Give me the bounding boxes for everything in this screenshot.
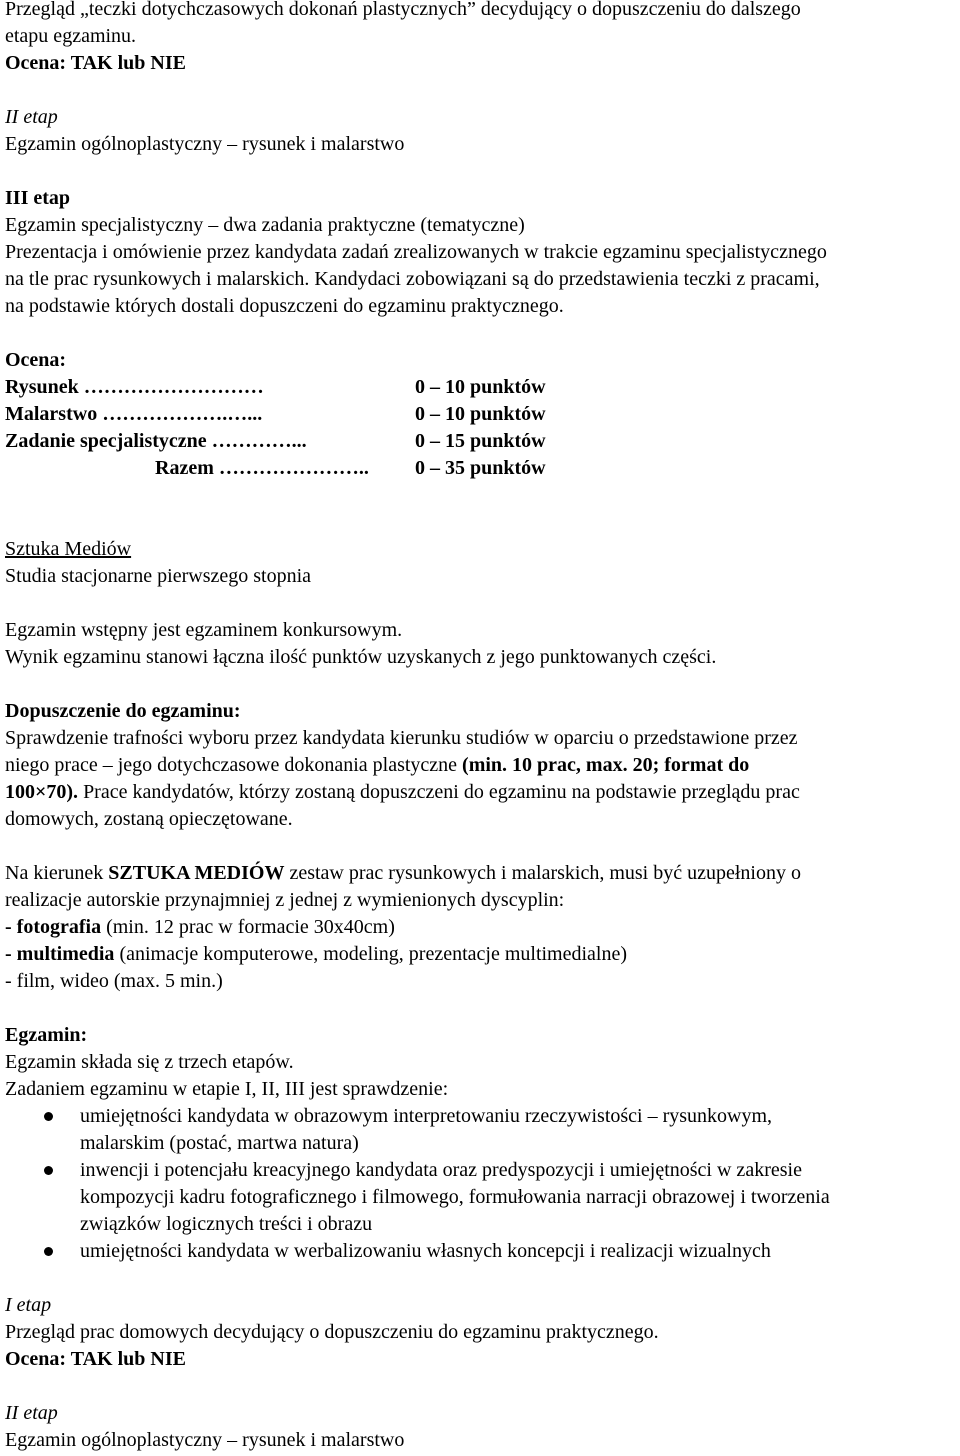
discipline-item: - film, wideo (max. 5 min.) (5, 970, 223, 992)
section-subheading: Studia stacjonarne pierwszego stopnia (5, 565, 312, 587)
text-span: Na kierunek (5, 862, 109, 884)
bullet-icon (44, 1166, 53, 1175)
text-line: domowych, zostaną opieczętowane. (5, 808, 293, 830)
text-span: niego prace – jego dotychczasowe dokonania plastyczne (5, 754, 463, 776)
grading-value: 0 – 10 punktów (415, 403, 546, 425)
bullet-list (5, 1103, 957, 1265)
text-line: realizacje autorskie przynajmniej z jednej z wymienionych dyscyplin: (5, 889, 565, 911)
list-item-line: inwencji i potencjału kreacyjnego kandydata oraz predyspozycji i umiejętności w zakresie (80, 1159, 802, 1181)
discipline-name: - multimedia (5, 943, 115, 965)
text-line: Wynik egzaminu stanowi łączna ilość punktów uzyskanych z jego punktowanych części. (5, 646, 717, 668)
document-page (5, 0, 957, 1454)
text-line: Przegląd „teczki dotychczasowych dokonań plastycznych” decydujący o dopuszczeniu do dalszego (5, 0, 801, 20)
exam-title: Egzamin: (5, 1024, 88, 1046)
grading-row (5, 428, 957, 455)
admission-title: Dopuszczenie do egzaminu: (5, 700, 241, 722)
discipline-detail: (animacje komputerowe, modeling, prezentacje multimedialne) (114, 943, 628, 965)
text-span: zestaw prac rysunkowych i malarskich, musi być uzupełniony o (284, 862, 801, 884)
list-item-line: związków logicznych treści i obrazu (80, 1213, 373, 1235)
grading-label: Razem ………………….. (155, 457, 369, 479)
section-heading: Sztuka Mediów (5, 538, 132, 560)
grading-title: Ocena: (5, 349, 67, 371)
discipline-name: - fotografia (5, 916, 102, 938)
text-line: Prezentacja i omówienie przez kandydata zadań zrealizowanych w trakcie egzaminu specjalistycznego (5, 241, 827, 263)
grading-value: 0 – 15 punktów (415, 430, 546, 452)
list-item-line: umiejętności kandydata w obrazowym interpretowaniu rzeczywistości – rysunkowym, (80, 1105, 773, 1127)
list-item-line: malarskim (postać, martwa natura) (80, 1132, 359, 1154)
text-line: etapu egzaminu. (5, 25, 137, 47)
text-line: Zadaniem egzaminu w etapie I, II, III jest sprawdzenie: (5, 1078, 449, 1100)
list-item (5, 1103, 957, 1157)
discipline-item (5, 941, 957, 968)
text-line (5, 779, 957, 806)
assessment-line: Ocena: TAK lub NIE (5, 52, 186, 74)
text-span: Prace kandydatów, którzy zostaną dopuszczeni do egzaminu na podstawie przeglądu prac (78, 781, 800, 803)
grading-label: Zadanie specjalistyczne …………... (5, 430, 307, 452)
grading-row (5, 401, 957, 428)
text-line: Egzamin specjalistyczny – dwa zadania praktyczne (tematyczne) (5, 214, 525, 236)
stage-heading: I etap (5, 1294, 52, 1316)
text-line: Egzamin ogólnoplastyczny – rysunek i malarstwo (5, 133, 405, 155)
assessment-line: Ocena: TAK lub NIE (5, 1348, 186, 1370)
text-line: Sprawdzenie trafności wyboru przez kandydata kierunku studiów w oparciu o przedstawione przez (5, 727, 798, 749)
list-item (5, 1238, 957, 1265)
bullet-icon (44, 1247, 53, 1256)
bullet-icon (44, 1112, 53, 1121)
format-requirement: (min. 10 prac, max. 20; format do (462, 754, 750, 776)
stage-heading: II etap (5, 1402, 58, 1424)
stage-heading: II etap (5, 106, 58, 128)
text-line: Egzamin ogólnoplastyczny – rysunek i malarstwo (5, 1429, 405, 1451)
list-item-line: kompozycji kadru fotograficznego i filmowego, formułowania narracji obrazowej i tworzenia (80, 1186, 830, 1208)
discipline-item (5, 914, 957, 941)
text-line: na tle prac rysunkowych i malarskich. Kandydaci zobowiązani są do przedstawienia teczki z pracami, (5, 268, 820, 290)
text-line: Egzamin wstępny jest egzaminem konkursowym. (5, 619, 403, 641)
text-line (5, 752, 957, 779)
text-line: na podstawie których dostali dopuszczeni do egzaminu praktycznego. (5, 295, 564, 317)
grading-row (5, 374, 957, 401)
grading-value: 0 – 10 punktów (415, 376, 546, 398)
text-line (5, 860, 957, 887)
format-requirement: 100×70). (5, 781, 79, 803)
grading-value: 0 – 35 punktów (415, 457, 546, 479)
text-line: Przegląd prac domowych decydujący o dopuszczeniu do egzaminu praktycznego. (5, 1321, 659, 1343)
list-item (5, 1157, 957, 1238)
list-item-line: umiejętności kandydata w werbalizowaniu własnych koncepcji i realizacji wizualnych (80, 1240, 771, 1262)
text-line: Egzamin składa się z trzech etapów. (5, 1051, 294, 1073)
program-name: SZTUKA MEDIÓW (108, 862, 285, 884)
discipline-detail: (min. 12 prac w formacie 30x40cm) (101, 916, 395, 938)
grading-label: Malarstwo ……………….…... (5, 403, 263, 425)
grading-label: Rysunek ……………………… (5, 376, 264, 398)
stage-heading: III etap (5, 187, 71, 209)
grading-total-row (5, 455, 957, 482)
